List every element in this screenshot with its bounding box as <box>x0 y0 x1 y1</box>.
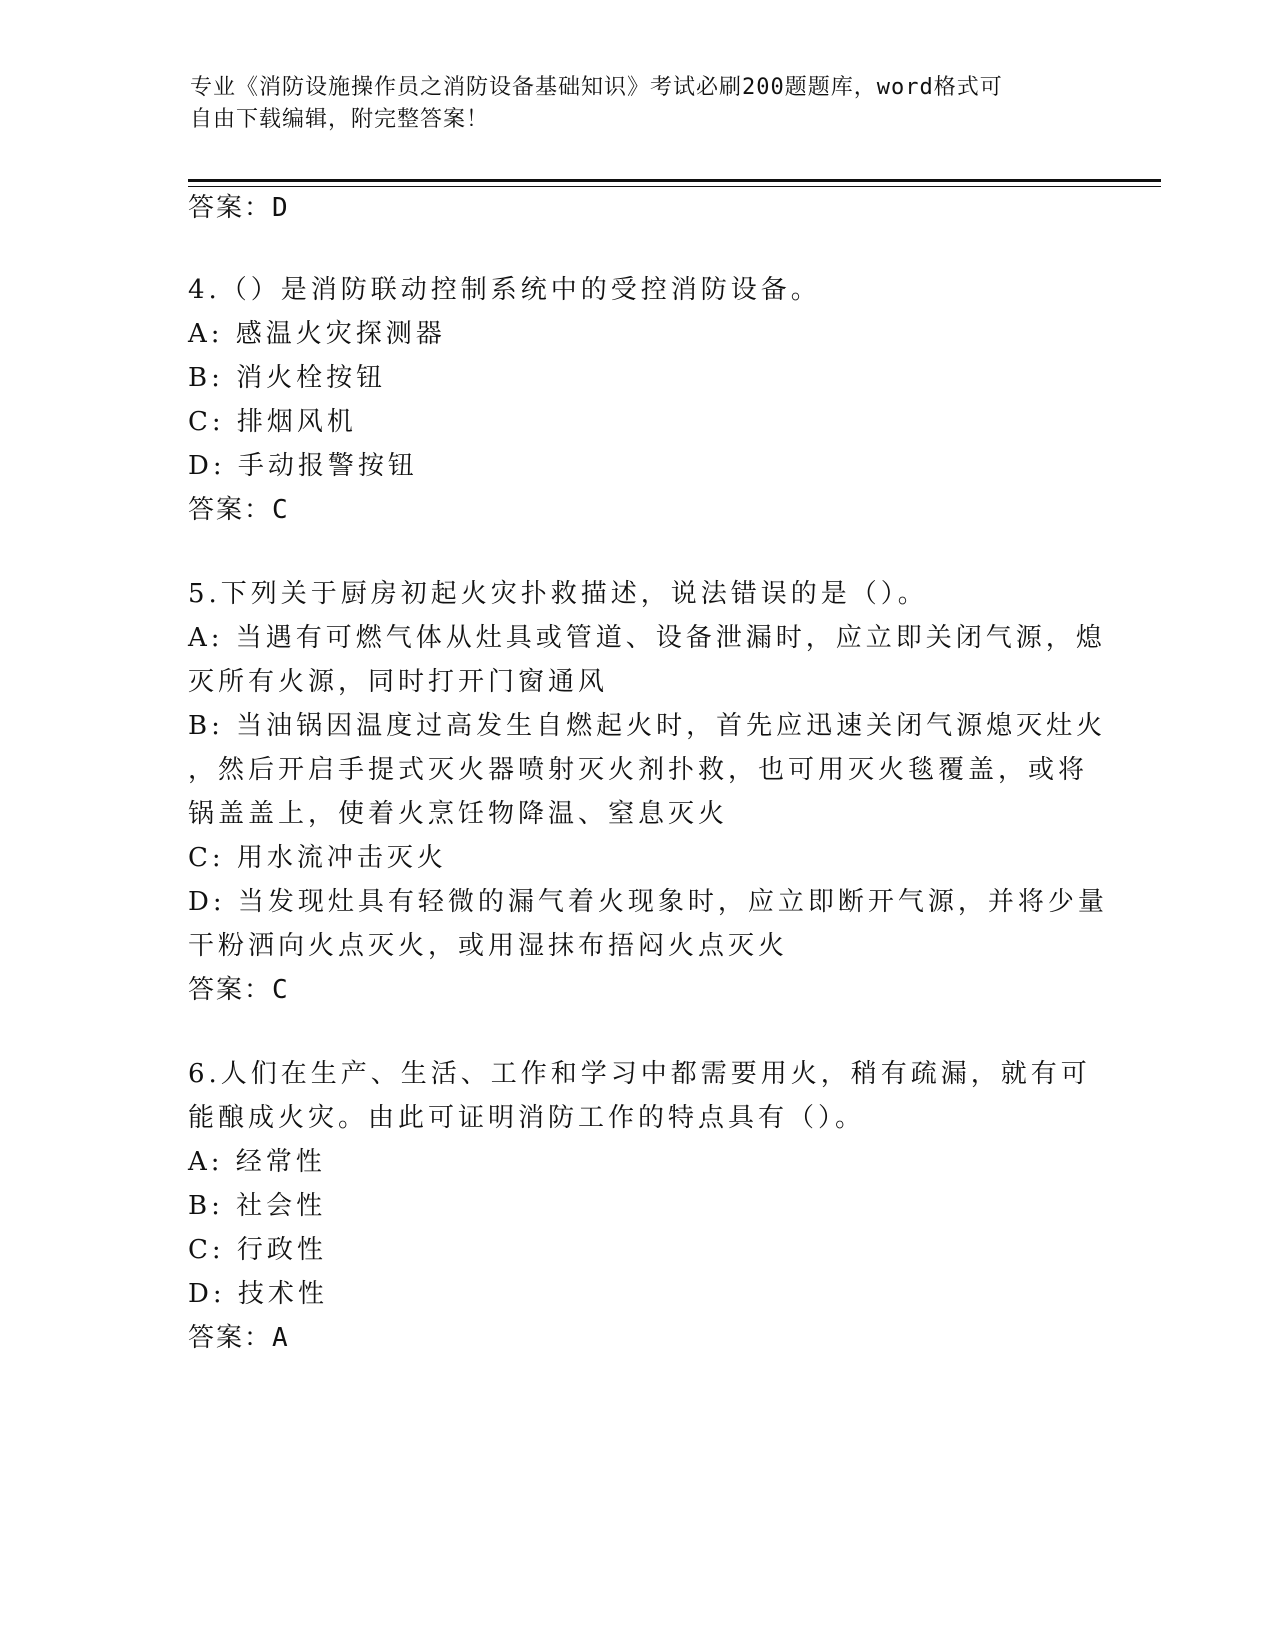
option-c: C: 行政性 <box>188 1235 327 1265</box>
header-line: 自由下载编辑，附完整答案！ <box>190 107 490 132</box>
option-d-continued: 干粉洒向火点灭火，或用湿抹布捂闷火点灭火 <box>188 931 789 961</box>
option-a: A: 经常性 <box>188 1147 326 1177</box>
option-b-continued: 锅盖盖上，使着火烹饪物降温、窒息灭火 <box>188 799 729 829</box>
option-b: B: 消火栓按钮 <box>188 363 387 393</box>
option-d: D: 手动报警按钮 <box>188 451 418 481</box>
answer-label: 答案： <box>188 193 273 223</box>
answer-label: 答案： <box>188 975 273 1005</box>
answer-line <box>188 493 290 527</box>
option-a-continued: 灭所有火源，同时打开门窗通风 <box>188 667 609 697</box>
option-c: C: 排烟风机 <box>188 407 357 437</box>
question-stem: 4.（）是消防联动控制系统中的受控消防设备。 <box>188 275 821 305</box>
question-stem: 5.下列关于厨房初起火灾扑救描述，说法错误的是（）。 <box>188 579 928 609</box>
option-b: B: 社会性 <box>188 1191 327 1221</box>
option-d: D: 当发现灶具有轻微的漏气着火现象时，应立即断开气源，并将少量 <box>188 887 1108 917</box>
answer-line <box>188 1321 290 1355</box>
answer-value: C <box>272 495 290 525</box>
header-divider <box>188 179 1161 182</box>
answer-line <box>188 191 290 225</box>
option-d: D: 技术性 <box>188 1279 328 1309</box>
header-line: 专业《消防设施操作员之消防设备基础知识》考试必刷200题题库，word格式可 <box>190 75 1003 100</box>
question-stem-continued: 能酿成火灾。由此可证明消防工作的特点具有（）。 <box>188 1103 866 1133</box>
option-c: C: 用水流冲击灭火 <box>188 843 447 873</box>
header-divider-thin <box>188 186 1161 187</box>
option-a: A: 感温火灾探测器 <box>188 319 446 349</box>
answer-value: C <box>272 975 290 1005</box>
answer-value: D <box>272 193 290 223</box>
option-a: A: 当遇有可燃气体从灶具或管道、设备泄漏时，应立即关闭气源，熄 <box>188 623 1106 653</box>
option-b: B: 当油锅因温度过高发生自燃起火时，首先应迅速关闭气源熄灭灶火 <box>188 711 1107 741</box>
question-stem: 6.人们在生产、生活、工作和学习中都需要用火，稍有疏漏，就有可 <box>188 1059 1091 1089</box>
answer-value: A <box>272 1323 290 1353</box>
answer-label: 答案： <box>188 495 273 525</box>
answer-label: 答案： <box>188 1323 273 1353</box>
answer-line <box>188 973 290 1007</box>
document-header <box>190 72 1090 136</box>
option-b-continued: ，然后开启手提式灭火器喷射灭火剂扑救，也可用灭火毯覆盖，或将 <box>188 755 1089 785</box>
